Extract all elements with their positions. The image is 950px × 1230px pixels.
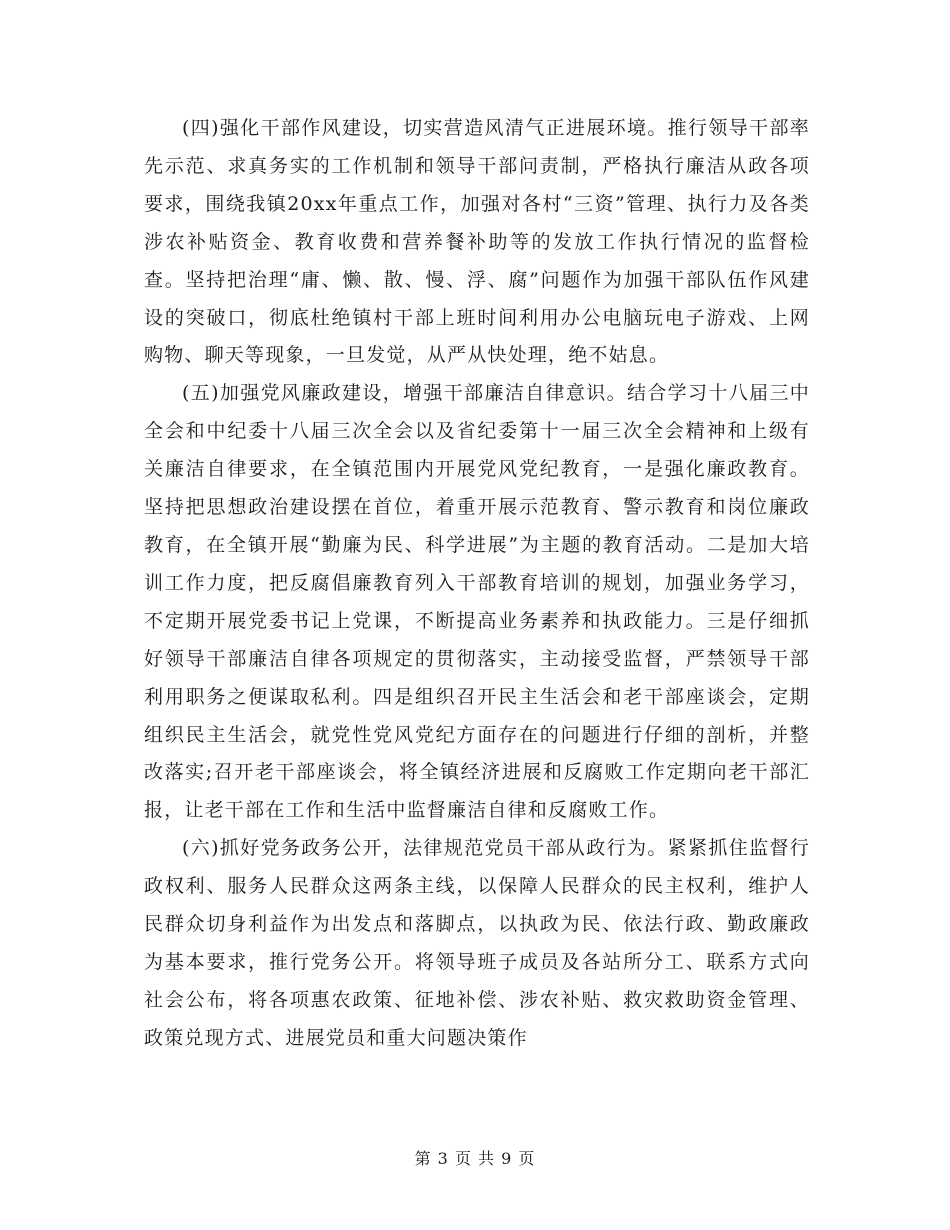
- document-body: [144, 110, 810, 1058]
- paragraph-5: (五)加强党风廉政建设，增强干部廉洁自律意识。结合学习十八届三中全会和中纪委十八届三次全会以及省纪委第十一届三次全会精神和上级有关廉洁自律要求，在全镇范围内开展党风党纪教育，一是强化廉政教育。坚持把思想政治建设摆在首位，着重开展示范教育、警示教育和岗位廉政教育，在全镇开展“勤廉为民、科学进展”为主题的教育活动。二是加大培训工作力度，把反腐倡廉教育列入干部教育培训的规划，加强业务学习，不定期开展党委书记上党课，不断提高业务素养和执政能力。三是仔细抓好领导干部廉洁自律各项规定的贯彻落实，主动接受监督，严禁领导干部利用职务之便谋取私利。四是组织召开民主生活会和老干部座谈会，定期组织民主生活会，就党性党风党纪方面存在的问题进行仔细的剖析，并整改落实;召开老干部座谈会，将全镇经济进展和反腐败工作定期向老干部汇报，让老干部在工作和生活中监督廉洁自律和反腐败工作。: [144, 382, 810, 822]
- paragraph-4: (四)强化干部作风建设，切实营造风清气正进展环境。推行领导干部率先示范、求真务实的工作机制和领导干部问责制，严格执行廉洁从政各项要求，围绕我镇20xx年重点工作，加强对各村“三资”管理、执行力及各类涉农补贴资金、教育收费和营养餐补助等的发放工作执行情况的监督检查。坚持把治理“庸、懒、散、慢、浮、腐”问题作为加强干部队伍作风建设的突破口，彻底杜绝镇村干部上班时间利用办公电脑玩电子游戏、上网购物、聊天等现象，一旦发觉，从严从快处理，绝不姑息。: [144, 117, 810, 367]
- page-number-footer: 第 3 页 共 9 页: [414, 1149, 536, 1168]
- paragraph-6: (六)抓好党务政务公开，法律规范党员干部从政行为。紧紧抓住监督行政权利、服务人民群众这两条主线，以保障人民群众的民主权利，维护人民群众切身利益作为出发点和落脚点，以执政为民、依法行政、勤政廉政为基本要求，推行党务公开。将领导班子成员及各站所分工、联系方式向社会公布，将各项惠农政策、征地补偿、涉农补贴、救灾救助资金管理、政策兑现方式、进展党员和重大问题决策作: [144, 837, 810, 1049]
